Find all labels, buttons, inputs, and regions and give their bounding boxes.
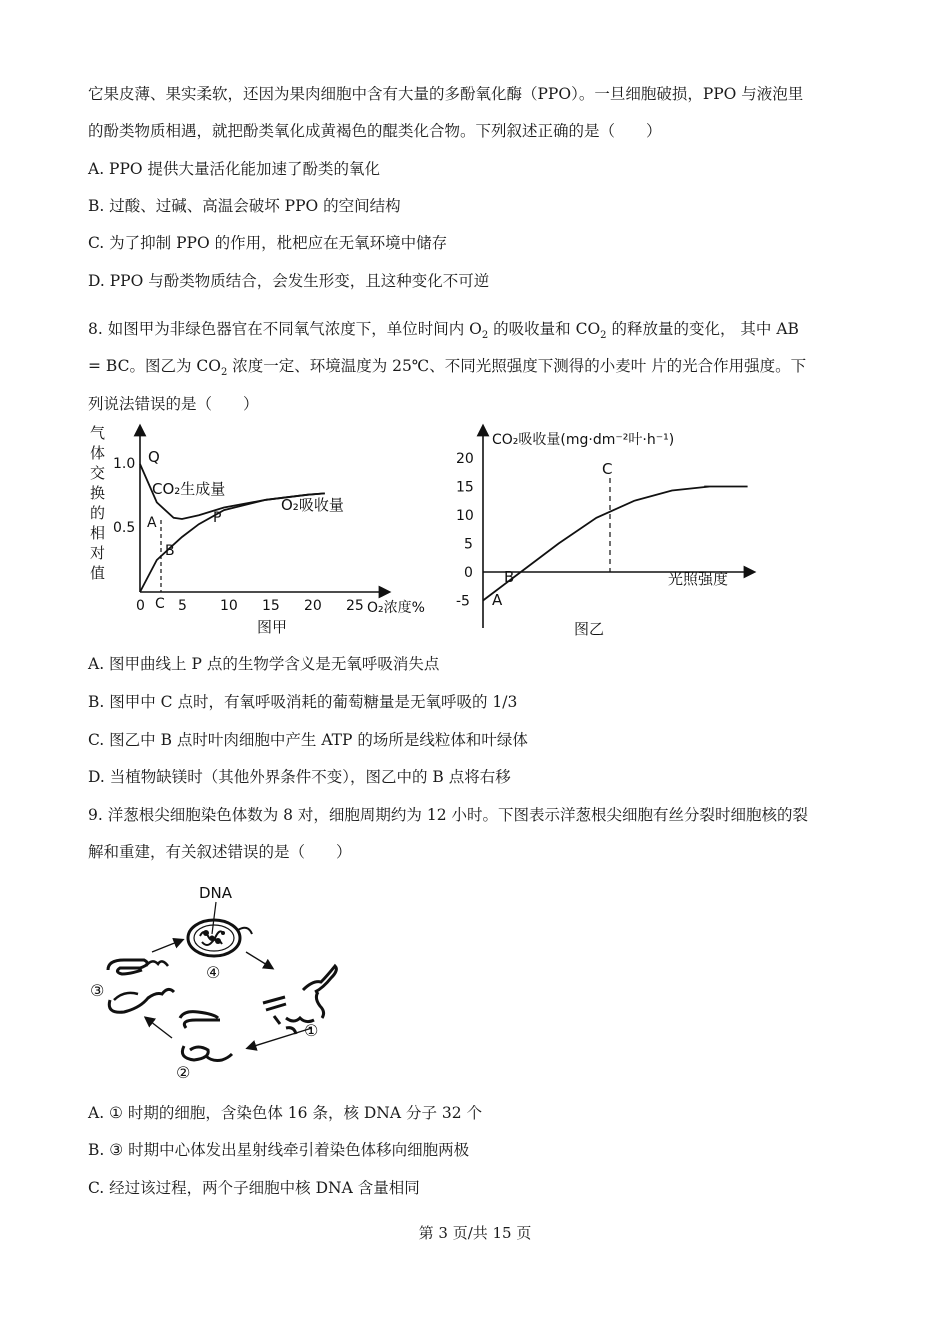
jia-ylabel-char: 的: [90, 504, 106, 522]
q7-line-2: 的酚类物质相遇，就把酚类氧化成黄褐色的醌类化合物。下列叙述正确的是（ ）: [88, 122, 662, 140]
jia-ytick-1: 1.0: [113, 456, 136, 472]
q8-line-3: 列说法错误的是（ ）: [88, 395, 259, 413]
jia-ylabel: [90, 424, 105, 582]
jia-label-b: B: [165, 543, 175, 559]
stage3-nucleus: [108, 960, 174, 1012]
yi-ylabel: CO₂吸收量(mg·dm⁻²叶·h⁻¹): [492, 432, 675, 448]
q7-option-d: D. PPO 与酚类物质结合，会发生形变，且这种变化不可逆: [88, 272, 490, 290]
q7-option-c: C. 为了抑制 PPO 的作用，枇杷应在无氧环境中储存: [88, 234, 448, 252]
stage1-label: ①: [304, 1021, 319, 1040]
figure-jia: [85, 422, 425, 642]
jia-label-c: C: [155, 596, 165, 612]
q9-line-1: 9. 洋葱根尖细胞染色体数为 8 对，细胞周期约为 12 小时。下图表示洋葱根尖细胞有丝分裂时细胞核的裂: [88, 806, 809, 824]
arrow-3-to-4: [152, 940, 182, 952]
jia-xlabel: O₂浓度%: [367, 600, 425, 616]
stage3-label: ③: [90, 981, 105, 1000]
stage2-nucleus-forming: [180, 1012, 232, 1061]
arrow-4-to-1: [246, 952, 272, 968]
yi-xlabel: 光照强度: [668, 570, 729, 588]
q8-option-d: D. 当植物缺镁时（其他外界条件不变），图乙中的 B 点将右移: [88, 768, 511, 786]
yi-ytick: 5: [464, 536, 473, 553]
stage1-chromosomes: [263, 966, 336, 1034]
q7-option-a: A. PPO 提供大量活化能加速了酚类的氧化: [88, 160, 381, 178]
q8-line-2: = BC。图乙为 $CO_2$ 浓度一定、环境温度为 25℃、不同光照强度下测得的小麦叶 片的光合作用强度。下: [88, 357, 807, 379]
yi-ytick: -5: [456, 593, 470, 610]
page-footer: 第 3 页/共 15 页: [418, 1224, 532, 1242]
q7-line-1: 它果皮薄、果实柔软，还因为果肉细胞中含有大量的多酚氧化酶（PPO）。一旦细胞破损，PPO 与液泡里: [88, 85, 804, 103]
jia-ylabel-char: 对: [90, 544, 106, 562]
q9-line-2: 解和重建，有关叙述错误的是（ ）: [88, 843, 352, 861]
jia-ylabel-char: 相: [90, 524, 106, 542]
yi-ytick: 10: [456, 508, 474, 524]
arrow-2-to-3: [146, 1018, 172, 1038]
q8-option-a: A. 图甲曲线上 P 点的生物学含义是无氧呼吸消失点: [88, 655, 440, 673]
jia-ylabel-char: 换: [90, 484, 106, 502]
jia-xtick: 5: [178, 598, 187, 614]
q9-option-b: B. ③ 时期中心体发出星射线牵引着染色体移向细胞两极: [88, 1141, 470, 1159]
cell-dna-label: DNA: [199, 884, 233, 902]
jia-label-p: P: [213, 510, 222, 526]
q8-line-1: 8. 如图甲为非绿色器官在不同氧气浓度下，单位时间内 $O_2$ 的吸收量和 $CO_2$ 的释放量的变化， 其中 AB: [88, 320, 799, 342]
figure-cell-cycle: [88, 878, 348, 1088]
jia-xtick: 10: [220, 598, 238, 614]
jia-caption: 图甲: [257, 618, 288, 636]
jia-label-q: Q: [148, 448, 160, 466]
yi-ytick: 0: [464, 565, 473, 581]
jia-label-o2: O₂吸收量: [281, 496, 344, 514]
jia-xtick: 0: [136, 598, 145, 614]
yi-label-b: B: [504, 568, 515, 586]
q8-option-c: C. 图乙中 B 点时叶肉细胞中产生 ATP 的场所是线粒体和叶绿体: [88, 731, 528, 749]
yi-label-a: A: [492, 591, 503, 609]
jia-ylabel-char: 气: [90, 424, 106, 442]
q7-option-b: B. 过酸、过碱、高温会破坏 PPO 的空间结构: [88, 197, 401, 215]
q9-option-c: C. 经过该过程，两个子细胞中核 DNA 含量相同: [88, 1179, 420, 1197]
jia-label-co2: CO₂生成量: [152, 480, 226, 498]
jia-xtick: 20: [304, 598, 322, 614]
jia-ytick-05: 0.5: [113, 520, 136, 536]
q8-option-b: B. 图甲中 C 点时，有氧呼吸消耗的葡萄糖量是无氧呼吸的 1/3: [88, 693, 518, 711]
q9-option-a: A. ① 时期的细胞，含染色体 16 条，核 DNA 分子 32 个: [88, 1104, 483, 1122]
stage4-label: ④: [206, 963, 221, 982]
figure-yi: [440, 422, 780, 642]
jia-xtick: 25: [346, 598, 364, 614]
yi-caption: 图乙: [574, 620, 605, 638]
jia-label-a: A: [147, 515, 157, 531]
yi-ytick: 15: [456, 479, 474, 496]
stage4-nucleus: [188, 920, 252, 956]
jia-ylabel-char: 体: [90, 444, 106, 462]
yi-ytick: 20: [456, 451, 474, 467]
jia-ylabel-char: 交: [90, 464, 106, 482]
dna-pointer-line: [212, 902, 216, 934]
arrow-1-to-2: [248, 1028, 312, 1048]
jia-ylabel-char: 值: [90, 564, 106, 582]
jia-xtick: 15: [262, 598, 280, 614]
yi-label-c: C: [602, 460, 613, 478]
stage2-label: ②: [176, 1063, 191, 1082]
